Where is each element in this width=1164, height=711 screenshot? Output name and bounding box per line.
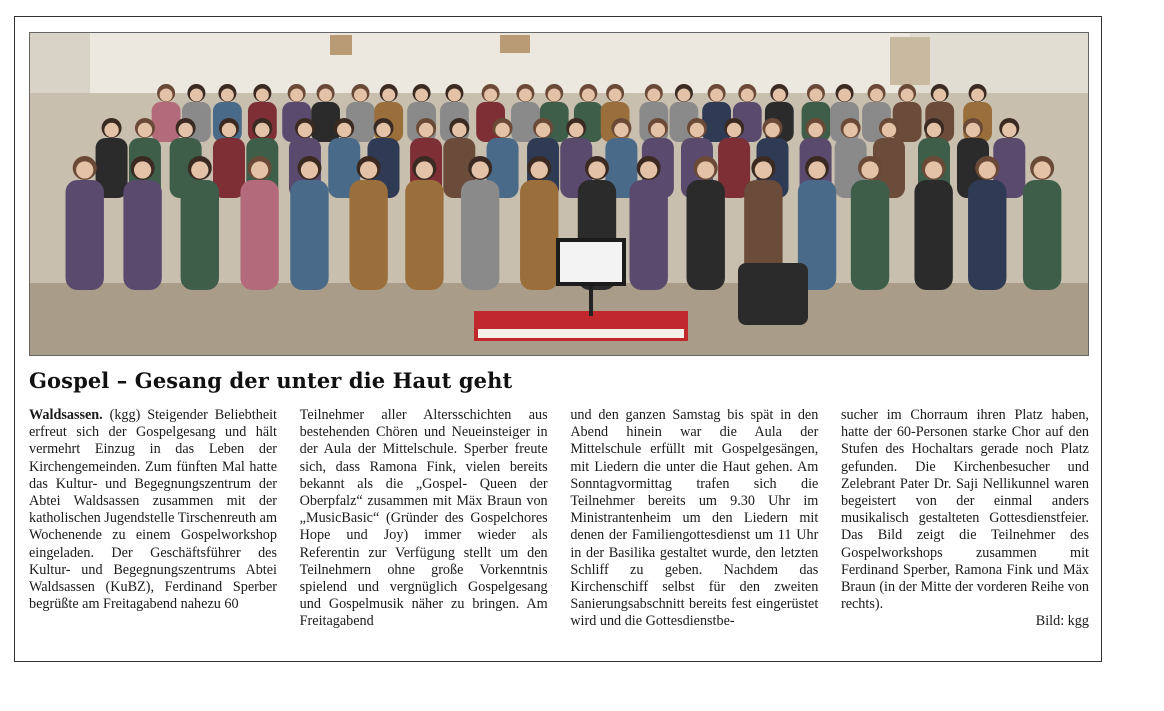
article-column-1 — [29, 407, 277, 657]
article-text-1: (kgg) Steigender Beliebtheit erfreut sich der Gospelgesang und hält vermehrt Einzug in das Leben der Kirchengemeinden. Zum fünften Mal hatte das Kultur- und Begegnungszentrum der Abtei Waldsassen zusammen mit der katholischen Jugendstelle Tirschenreuth am Wochenende zu einem Gospelworkshop eingeladen. Der Geschäftsführer des Kultur- und Begegnungszentrums Abtei Waldsassen (KuBZ), Ferdinand Sperber begrüßte am Freitagabend nahezu 60 — [29, 407, 277, 613]
article-body — [29, 407, 1089, 657]
article-dateline: Waldsassen. — [29, 407, 103, 423]
article-column-4 — [841, 407, 1089, 657]
article-column-3: und den ganzen Samstag bis spät in den Abend hinein war die Aula der Mittelschule erfüllt mit Gospelgesängen, mit Liedern die unter die Haut gehen. Am Sonntagvormittag trafen sich die Teilnehmer bereits um 9.30 Uhr im Ministrantenheim um den Liedern mit denen der Familiengottesdienst um 11 Uhr in der Basilika gestaltet wurde, den letzten Schliff zu geben. Nachdem das Kirchenschiff selbst für den zweiten Sanierungsabschnitt bereits fest eingerüstet wird und die Gottesdienstbe- — [570, 407, 819, 630]
group-photo — [29, 32, 1089, 356]
article-frame — [14, 16, 1102, 662]
article-column-2: Teilnehmer aller Altersschichten aus bestehenden Chören und Neueinsteiger in der Aula der Mittelschule. Sperber freute sich, dass Ramona Fink, vielen bereits bekannt als die „Gospel- Queen der Oberpfalz“ zusammen mit Mäx Braun von „MusicBasic“ (Gründer des Gospelchores Hope und Joy) immer wieder als Referentin zur Verfügung stellt um den Teilnehmern ohne große Vorkenntnis spielend und vergnüglich Gospelgesang und Gospelmusik näher zu bringen. Am Freitagabend — [299, 407, 548, 630]
photo-credit: Bild: kgg — [1035, 613, 1089, 630]
article-text-4: sucher im Chorraum ihren Platz haben, hatte der 60-Personen starke Chor auf den Stufen des Hochaltars gerade noch Platz gefunden. Die Kirchenbesucher und Zelebrant Pater Dr. Saji Nellikunnel waren begeistert von der einmal anders musikalisch gestalteten Gottesdienstfeier. Das Bild zeigt die Teilnehmer des Gospelworkshops zusammen mit Ferdinand Sperber, Ramona Fink und Mäx Braun (in der Mitte der vorderen Reihe von rechts). — [840, 407, 1089, 613]
article-headline: Gospel – Gesang der unter die Haut geht — [29, 368, 513, 393]
